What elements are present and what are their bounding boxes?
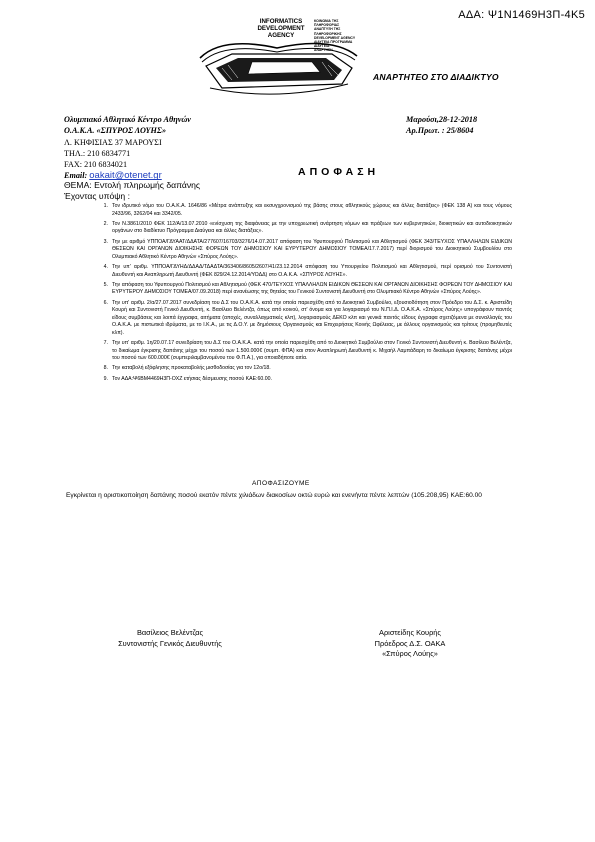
logo-caption-line: ΔΙΑΥΓΕΙΑ — [314, 44, 330, 49]
list-item — [64, 221, 512, 236]
signature-president — [340, 628, 480, 660]
decision-text: Εγκρίνεται η οριστικοποίηση δαπάνης ποσού εκατόν πέντε χιλιάδων διακοσίων οκτώ ευρώ και ενενήντα πέντε λεπτών (105.208,95) ΚΑΕ:60.00 — [66, 492, 482, 499]
item-number: 5. — [103, 281, 108, 288]
email-link[interactable]: oakait@otenet.gr — [89, 170, 162, 182]
org-phone: ΤΗΛ.: 210 6834771 — [64, 148, 131, 158]
considerations-list — [64, 203, 512, 386]
logo-title — [250, 18, 312, 40]
item-text: Την με αριθμό ΥΠΠΟΑ/ΓΔΥΑΑΤ/ΔΔΑΤΑ/277607/16703/3276/14.07.2017 απόφαση του Υφυπουργού Πολιτισμού και Αθλητισμού (ΦΕΚ 343/ΤΕΥΧΟΣ ΥΠΑΛΛΗΛΩΝ ΕΙΔΙΚΩΝ ΘΕΣΕΩΝ ΚΑΙ ΟΡΓΑΝΩΝ ΔΙΟΙΚΗΣΗΣ ΦΟΡΕΩΝ ΤΟΥ ΔΗΜΟΣΙΟΥ ΚΑΙ ΕΥΡΥΤΕΡΟΥ ΔΗΜΟΣΙΟΥ ΤΟΜΕΑ/17.7.2017) περί διορισμού του Διοικητικού Συμβουλίου στο Ολυμπιακό Αθλητικό Κέντρο Αθηνών «Σπύρος Λούης». — [112, 238, 512, 260]
logo-caption-line: ΑΝΑΠΤΥΞΗ ΤΗΣ ΠΛΗΡΟΦΟΡΙΚΗΣ — [314, 27, 342, 36]
item-number: 9. — [103, 375, 108, 382]
decision-heading: ΑΠΟΦΑΣΙΖΟΥΜΕ — [252, 480, 310, 487]
item-text: Την υπ' αριθμ. ΥΠΠΟΑ/ΓΔΥΗΔ/ΔΔΑΔ/ΤΔΑΔΤΑ/363406/8605/2607/41/23.12.2014 απόφαση του Υπουργείου Πολιτισμού και Αθλητισμού, περί ορισμού του Συντονιστή Διευθυντή και Αναπληρωτή Διευθυντή (ΦΕΚ 829/24.12.2014/ΥΟΔΔ) στο Ο.Α.Κ.Α. «ΣΠΥΡΟΣ ΛΟΥΗΣ». — [112, 263, 512, 278]
org-name: Ολυμπιακό Αθλητικό Κέντρο Αθηνών — [64, 115, 191, 124]
protocol-number: Αρ.Πρωτ. : 25/8604 — [406, 126, 474, 136]
posted-online-label: ΑΝΑΡΤΗΤΕΟ ΣΤΟ ΔΙΑΔΙΚΤΥΟ — [373, 72, 499, 82]
document-title: ΑΠΟΦΑΣΗ — [298, 166, 380, 178]
signatory-role: Πρόεδρος Δ.Σ. ΟΑΚΑ — [374, 638, 446, 648]
item-number: 6. — [103, 299, 108, 306]
date-protocol-block — [406, 114, 477, 137]
signature-director — [110, 628, 230, 649]
logo-caption — [314, 19, 364, 53]
item-text: Τον ιδρυτικό νόμο του Ο.Α.Κ.Α. 1646/86 «Μέτρα ανάπτυξης και εκσυγχρονισμού της βάσης στους αθλητικούς χώρους και άλλες διατάξεις» (ΦΕΚ 138 Α) και τους νόμους 2433/96, 3262/04 και 3342/05. — [112, 203, 512, 217]
item-number: 2. — [103, 220, 108, 227]
list-item — [64, 365, 512, 373]
list-item — [64, 203, 512, 218]
considering-heading: Έχοντας υπόψη : — [64, 191, 130, 201]
organization-block — [64, 114, 191, 182]
logo-caption-line: DEVELOPMENT AGENCY — [314, 35, 356, 40]
org-fax: FAX: 210 6834021 — [64, 160, 128, 170]
org-short-name: Ο.Α.Κ.Α. «ΣΠΥΡΟΣ ΛΟΥΗΣ» — [64, 126, 167, 136]
item-number: 7. — [103, 340, 108, 347]
item-number: 1. — [103, 203, 108, 209]
signatory-role: Συντονιστής Γενικός Διευθυντής — [118, 638, 222, 648]
list-item — [64, 264, 512, 279]
list-item — [64, 376, 512, 384]
item-number: 4. — [103, 263, 108, 270]
subject-line: ΘΕΜΑ: Εντολή πληρωμής δαπάνης — [64, 180, 201, 190]
logo — [192, 18, 362, 100]
logo-caption-line: ΚΟΙΝΩΝΙΑ ΤΗΣ ΠΛΗΡΟΦΟΡΙΑΣ — [314, 19, 340, 28]
logo-caption-line: ΑΝΑΡΤΗΣΗ — [314, 48, 333, 53]
signatory-name: Βασίλειος Βελέντζας — [136, 628, 204, 637]
list-item — [64, 282, 512, 297]
signatory-org: «Σπύρος Λούης» — [382, 649, 438, 658]
list-item — [64, 300, 512, 338]
signatory-name: Αριστείδης Κουρής — [379, 628, 441, 637]
list-item — [64, 340, 512, 363]
item-text: Την υπ' αριθμ. 2/α/27.07.2017 συνεδρίαση του Δ.Σ του Ο.Α.Κ.Α. κατά την οποία παρεσχέθη από το Διοικητικό Συμβούλιο, εξουσιοδότηση στον Πρόεδρο του Δ.Σ. κ. Αριστείδη Κουρή και Συντονιστή Γενικό Διευθυντή, κ. Βασίλειο Βελέντζα, όπως από κοινού, στ' όνομα και για λογαριασμό του Ν.Π.Ι.Δ. Ο.Α.Κ.Α. «Σπύρος Λούης» υπογράφουν παντός είδους συμβάσεις και λοιπά έγγραφα, αιτήματα (αποχές, συναλλαγματικές κλπ), λογαριασμούς ΔΕΚΟ κλπ και γενικά παντός είδους έγγραφα σχετιζόμενα με συναλλαγές του Ο.Α.Κ.Α. με πιστωτικά ιδρύματα, με το Ι.Κ.Α., με τις Δ.Ο.Υ. με δημόσιους Οργανισμούς και Επιχειρήσεις Κοινής Ωφέλειας, με άλλους οργανισμούς και τρίτους (προμηθευτές κλπ). — [112, 299, 512, 336]
item-text: Την απόφαση του Υφυπουργού Πολιτισμού και Αθλητισμού (ΦΕΚ 470/ΤΕΥΧΟΣ ΥΠΑΛΛΗΛΩΝ ΕΙΔΙΚΩΝ ΘΕΣΕΩΝ ΚΑΙ ΟΡΓΑΝΩΝ ΔΙΟΙΚΗΣΗΣ ΦΟΡΕΩΝ ΤΟΥ ΔΗΜΟΣΙΟΥ ΚΑΙ ΕΥΡΥΤΕΡΟΥ ΔΗΜΟΣΙΟΥ ΤΟΜΕΑ/07.09.2018) περί ανανέωσης της θητείας του Γενικού Συντονιστή Διευθυντή στο Ολυμπιακό Κέντρο Αθηνών «Σπύρος Λούης». — [112, 281, 512, 296]
logo-caption-line: ΔΙΑΥΓΕΙΑ ΠΡΟΓΡΑΜΜΑ — [314, 40, 353, 45]
email-label: Email: — [64, 171, 88, 181]
org-address: Λ. ΚΗΦΙΣΙΑΣ 37 ΜΑΡΟΥΣΙ — [64, 137, 162, 147]
logo-line: AGENCY — [267, 32, 295, 40]
item-text: Τον Ν.3861/2010 ΦΕΚ 112/Α/13.07.2010 «ενίσχυση της διαφάνειας με την υποχρεωτική ανάρτηση νόμων και πράξεων των κυβερνητικών, διοικητικών και αυτοδιοικητικών οργάνων στο διαδίκτυο Πρόγραμμα Διαύγεια και άλλες διατάξεις». — [112, 220, 512, 235]
list-item — [64, 239, 512, 262]
logo-line: INFORMATICS — [259, 18, 303, 25]
document-date: Μαρούσι,28-12-2018 — [406, 115, 478, 124]
item-number: 8. — [103, 365, 108, 372]
logo-line: DEVELOPMENT — [257, 25, 305, 33]
item-text: Την υπ' αριθμ. 1η/20.07.17 συνεδρίαση του Δ.Σ του Ο.Α.Κ.Α. κατά την οποία παρεσχέθη από το Διοικητικό Συμβούλιο στον Γενικό Συντονιστή Διευθυντή κ. Βασίλειο Βελέντζα, το δικαίωμα έγκρισης δαπάνης μέχρι του ποσού των 1.500.000€ (συμπ. ΦΠΑ) και στον Αναπληρωτή Διευθυντή κ. Μιχαήλ Λαμπάδαρη το δικαίωμα έγκρισης δαπάνης μέχρι του ποσού των 600.000€ (συμπεριλαμβανομένου του Φ.Π.Α.), για οποιαδήποτε αιτία. — [112, 340, 512, 362]
ada-code: ΑΔΑ: Ψ1Ν1469Η3Π-4Κ5 — [458, 9, 585, 21]
item-text: Την καταβολή εξόφλησης προκαταβολής μισθοδοσίας για τον 12ο/18. — [112, 365, 271, 372]
item-text: Τον ΑΔΑ:Ψ6ΒΜ4469Η3Π-ΟΧΖ ετήσιας δέσμευσης ποσού ΚΑΕ:60.00. — [112, 375, 272, 382]
item-number: 3. — [103, 238, 108, 245]
